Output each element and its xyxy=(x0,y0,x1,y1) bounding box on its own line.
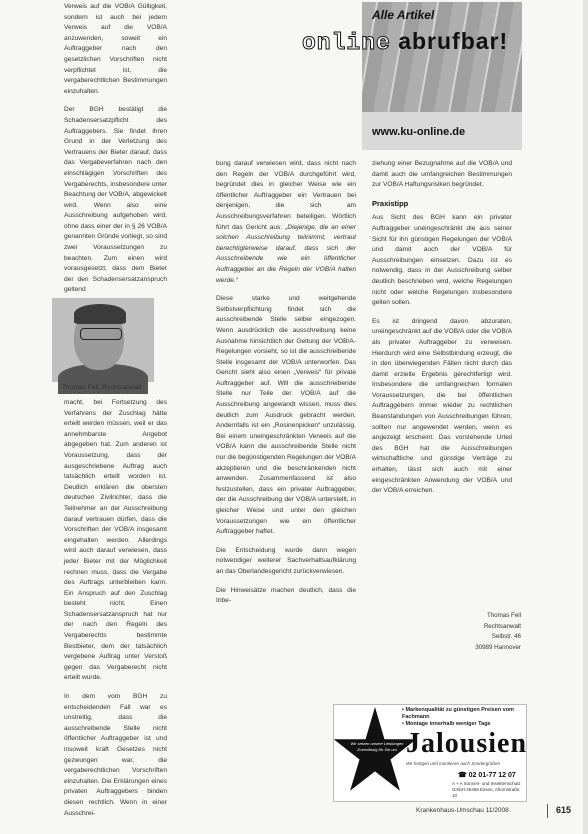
paragraph: Aus Sicht des BGH kann ein privater Auftraggeber uneingeschränkt die aus seiner Sicht für ihn günstigen Regelungen der VOB/A und damit auch der VOB/A für Ausschreibungen einsetzen. Dazu ist es notwendig, dass in der Ausschreibung selber deutlich beschrieben wird, welche Regelungen nicht oder welche Regelungen insbesondere gelten sollen. xyxy=(372,214,512,307)
paragraph: ziehung einer Bezugnahme auf die VOB/A und damit auch die umfangreichen Bestimmungen zur VOB/A Haftungsrisiken begründet. xyxy=(372,160,512,189)
page-number: 615 xyxy=(556,805,572,815)
paragraph xyxy=(216,159,356,286)
signature-line: 30989 Hannover xyxy=(475,643,521,651)
paragraph: Es ist dringend davon abzuraten, uneingeschränkt auf die VOB/A oder die VOB/A als privater Auftraggeber zu verweisen. Hierdurch wird eine Selbstbindung erzeugt, die in den überwiegenden Fällen nicht durch das damit erzielte Ergebnis gerechtfertigt wird. Insbesondere die umfangreichen formalen Voraussetzungen, die bei öffentlichen Auftraggebern immer wieder zu rechtlichen Beanstandungen von Ausschreibungen führen, sollten nur angewendet werden, wenn es angezeigt erscheint. Das vorstehende Urteil des BGH hat die Ausschreibungen wirtschaftliche und günstige Verträge zu erhalten, lässt sich auch mit einer eingeschränkten Anwendung der VOB/A und der VOB/A erreichen. xyxy=(372,317,512,495)
footer-divider xyxy=(547,804,548,818)
column-1-top xyxy=(64,2,167,304)
column-2 xyxy=(216,159,356,615)
ad-headline-rest: abrufbar! xyxy=(398,28,509,54)
ad-brand: Jalousien xyxy=(406,728,528,759)
footer-publication: Krankenhaus-Umschau 11/2008 xyxy=(416,807,509,814)
paragraph: Der BGH bestätigt die Schadensersatzpflicht des Auftraggebers. Sie findet ihren Grund in der Verletzung des Vertrauens der Bieter darauf, dass das Vergabeverfahren nach den einschlägigen Vorschriften des Vergaberechts, insbesondere unter Beachtung der VOB/A, abgewickelt wird. Wenn also eine Ausschreibung aufgehoben wird, ohne dass einer der in § 26 VOB/A genannten Gründe vorliegt, so sind zwei Voraussetzungen zu beachten. Zum einen wird vorausgesetzt, dass dem Bieter der den Schadensersatzanspruch geltend xyxy=(64,106,167,294)
quote: „Diejenige, die an einer solchen Ausschreibung teilnimmt, vertraut berechtigterweise darauf, dass sich der Ausschreibende wie ein öffentlicher Auftraggeber an die Regeln der VOB/A halten werde.“ xyxy=(216,223,357,284)
ad-phone: ☎ 02 01-77 12 07 xyxy=(458,772,516,779)
column-3 xyxy=(372,159,512,505)
ad-url-link[interactable]: www.ku-online.de xyxy=(372,126,466,138)
signature-line: Rechtsanwalt xyxy=(483,622,521,630)
ad-bullet: • Montage innerhalb weniger Tage xyxy=(402,721,491,727)
ad-bullet: • Markenqualität zu günstigen Preisen vom Fachmann xyxy=(402,707,514,720)
section-heading: Praxistipp xyxy=(372,198,409,208)
paragraph: In dem vom BGH zu entscheidenden Fall war es unstreitig, dass die ausschreibende Stelle nicht öffentlicher Auftraggeber ist und insoweit kraft Gesetzes nicht gezwungen war, die vergaberechtlichen Vorschriften einzuhalten. Die Erklärungen eines privaten Auftraggebers binden diesen rechtlich. Wenn in einer Ausschrei- xyxy=(64,693,167,817)
page-edge xyxy=(583,0,588,834)
photo-caption: Thomas Fell, Rechtsanwalt xyxy=(62,384,142,391)
ad-headline xyxy=(302,28,508,56)
column-1-bottom xyxy=(64,398,167,827)
paragraph: Die Entscheidung wurde dann wegen notwendiger weiterer Sachverhaltsaufklärung an das Oberlandesgericht zurückverwiesen. xyxy=(216,546,356,575)
online-ad[interactable] xyxy=(302,2,522,150)
ad-address: A + A Sonnen- und Insektenschutz GmbH 45468 Essen, Ahornstraße 10 xyxy=(452,781,521,798)
author-signature xyxy=(461,611,521,653)
ad-headline-online: online xyxy=(302,30,391,56)
ad-tagline: Alle Artikel xyxy=(372,8,435,22)
signature-line: Selbstr. 46 xyxy=(491,633,521,641)
author-photo xyxy=(52,298,154,382)
ad-subtitle: Wir fertigen und montieren auch Sondergrößen xyxy=(406,761,501,766)
paragraph: Verweis auf die VOB/A Gültigkeit, sondern ist auch bei jedem Verweis auf die VOB/A anzuwenden, soweit ein Auftraggeber nach den gesetzlichen Vorschriften nicht verpflichtet ist, die vergaberechtlichen Bestimmungen einzuhalten. xyxy=(64,3,167,95)
signature-line: Thomas Fell xyxy=(486,612,521,619)
ad-bullets xyxy=(402,707,524,728)
paragraph: Die Hinweisätze machen deutlich, dass die Inbe- xyxy=(216,586,356,605)
jalousien-ad[interactable] xyxy=(333,704,527,802)
text: bung darauf verwiesen wird, dass nicht nach den Regeln der VOB/A durchgeführt wird, begründet dies in gleicher Weise wie ein öffentlicher Auftraggeber ein Vertrauen bei denjenigen, die sich am Ausschreibungsverfahren beteiligen. Wörtlich führt das Gericht aus: xyxy=(216,160,356,231)
star-text: Wir setzen unsere Leistungen Zuverlässig für Sie um xyxy=(350,741,404,752)
paragraph: Diese starke und weitgehende Selbstverpflichtung findet sich die ausschreibende Stelle selber eingezogen. Wenn ausdrücklich die ausschreibung keine Ausnahme hinsichtlich der Geltung der VOB/A-Regelungen vorsieht, so ist die ausschreibende Stelle insgesamt der VOB/A unterworfen. Das Gericht sieht also einen „Verweis“ für private Auftraggeber auf. Will die ausschreibende Stelle nur Teile der VOB/A auf die Ausschreibung angewandt wissen, muss dies deutlich zum Ausdruck gebracht werden. Andernfalls ist ein „Rosinenpicken“ unzulässig. Bei einem uneingeschränkten Verweis auf die VOB/A kann die ausschreibende Stelle nicht nur die begünstigenden Regelungen der VOB/A akzeptieren und die beschränkenden nicht anwenden. Zusammenfassend ist also festzustellen, dass ein privater Auftraggeber, der die Ausschreibung der VOB/A unterstellt, in gleicher Weise und unter den gleichen Voraussetzungen wie ein öffentlicher Auftraggeber haftet. xyxy=(216,295,356,536)
paragraph: macht, bei Fortsetzung des Verfahrens der Zuschlag hätte erteilt werden müssen, weil er das annehmbarste Angebot abgegeben hat. Zum anderen ist Voraussetzung, dass der ausgeschriebene Auftrag auch tatsächlich erteilt worden ist. Deutlich erklären die obersten deutschen Zivilrichter, dass die Teilnehmer an der Ausschreibung darauf vertrauen dürfen, dass die Vorschriften der VOB/A insgesamt eingehalten werden. Allerdings wird auch darauf verwiesen, dass jeder Bieter mit der Möglichkeit rechnen muss, dass die Vergabe des Auftrags unterbleiben kann. Ein Anspruch auf den Zuschlag besteht nicht. Einen Schadensersatzanspruch hat nur der nach den Regeln des Vergaberechts bestimmte Bestbieter, dem der tatsächlich vergebene Auftrag unter Verstoß gegen das Vergaberecht nicht erteilt wurde. xyxy=(64,399,167,682)
